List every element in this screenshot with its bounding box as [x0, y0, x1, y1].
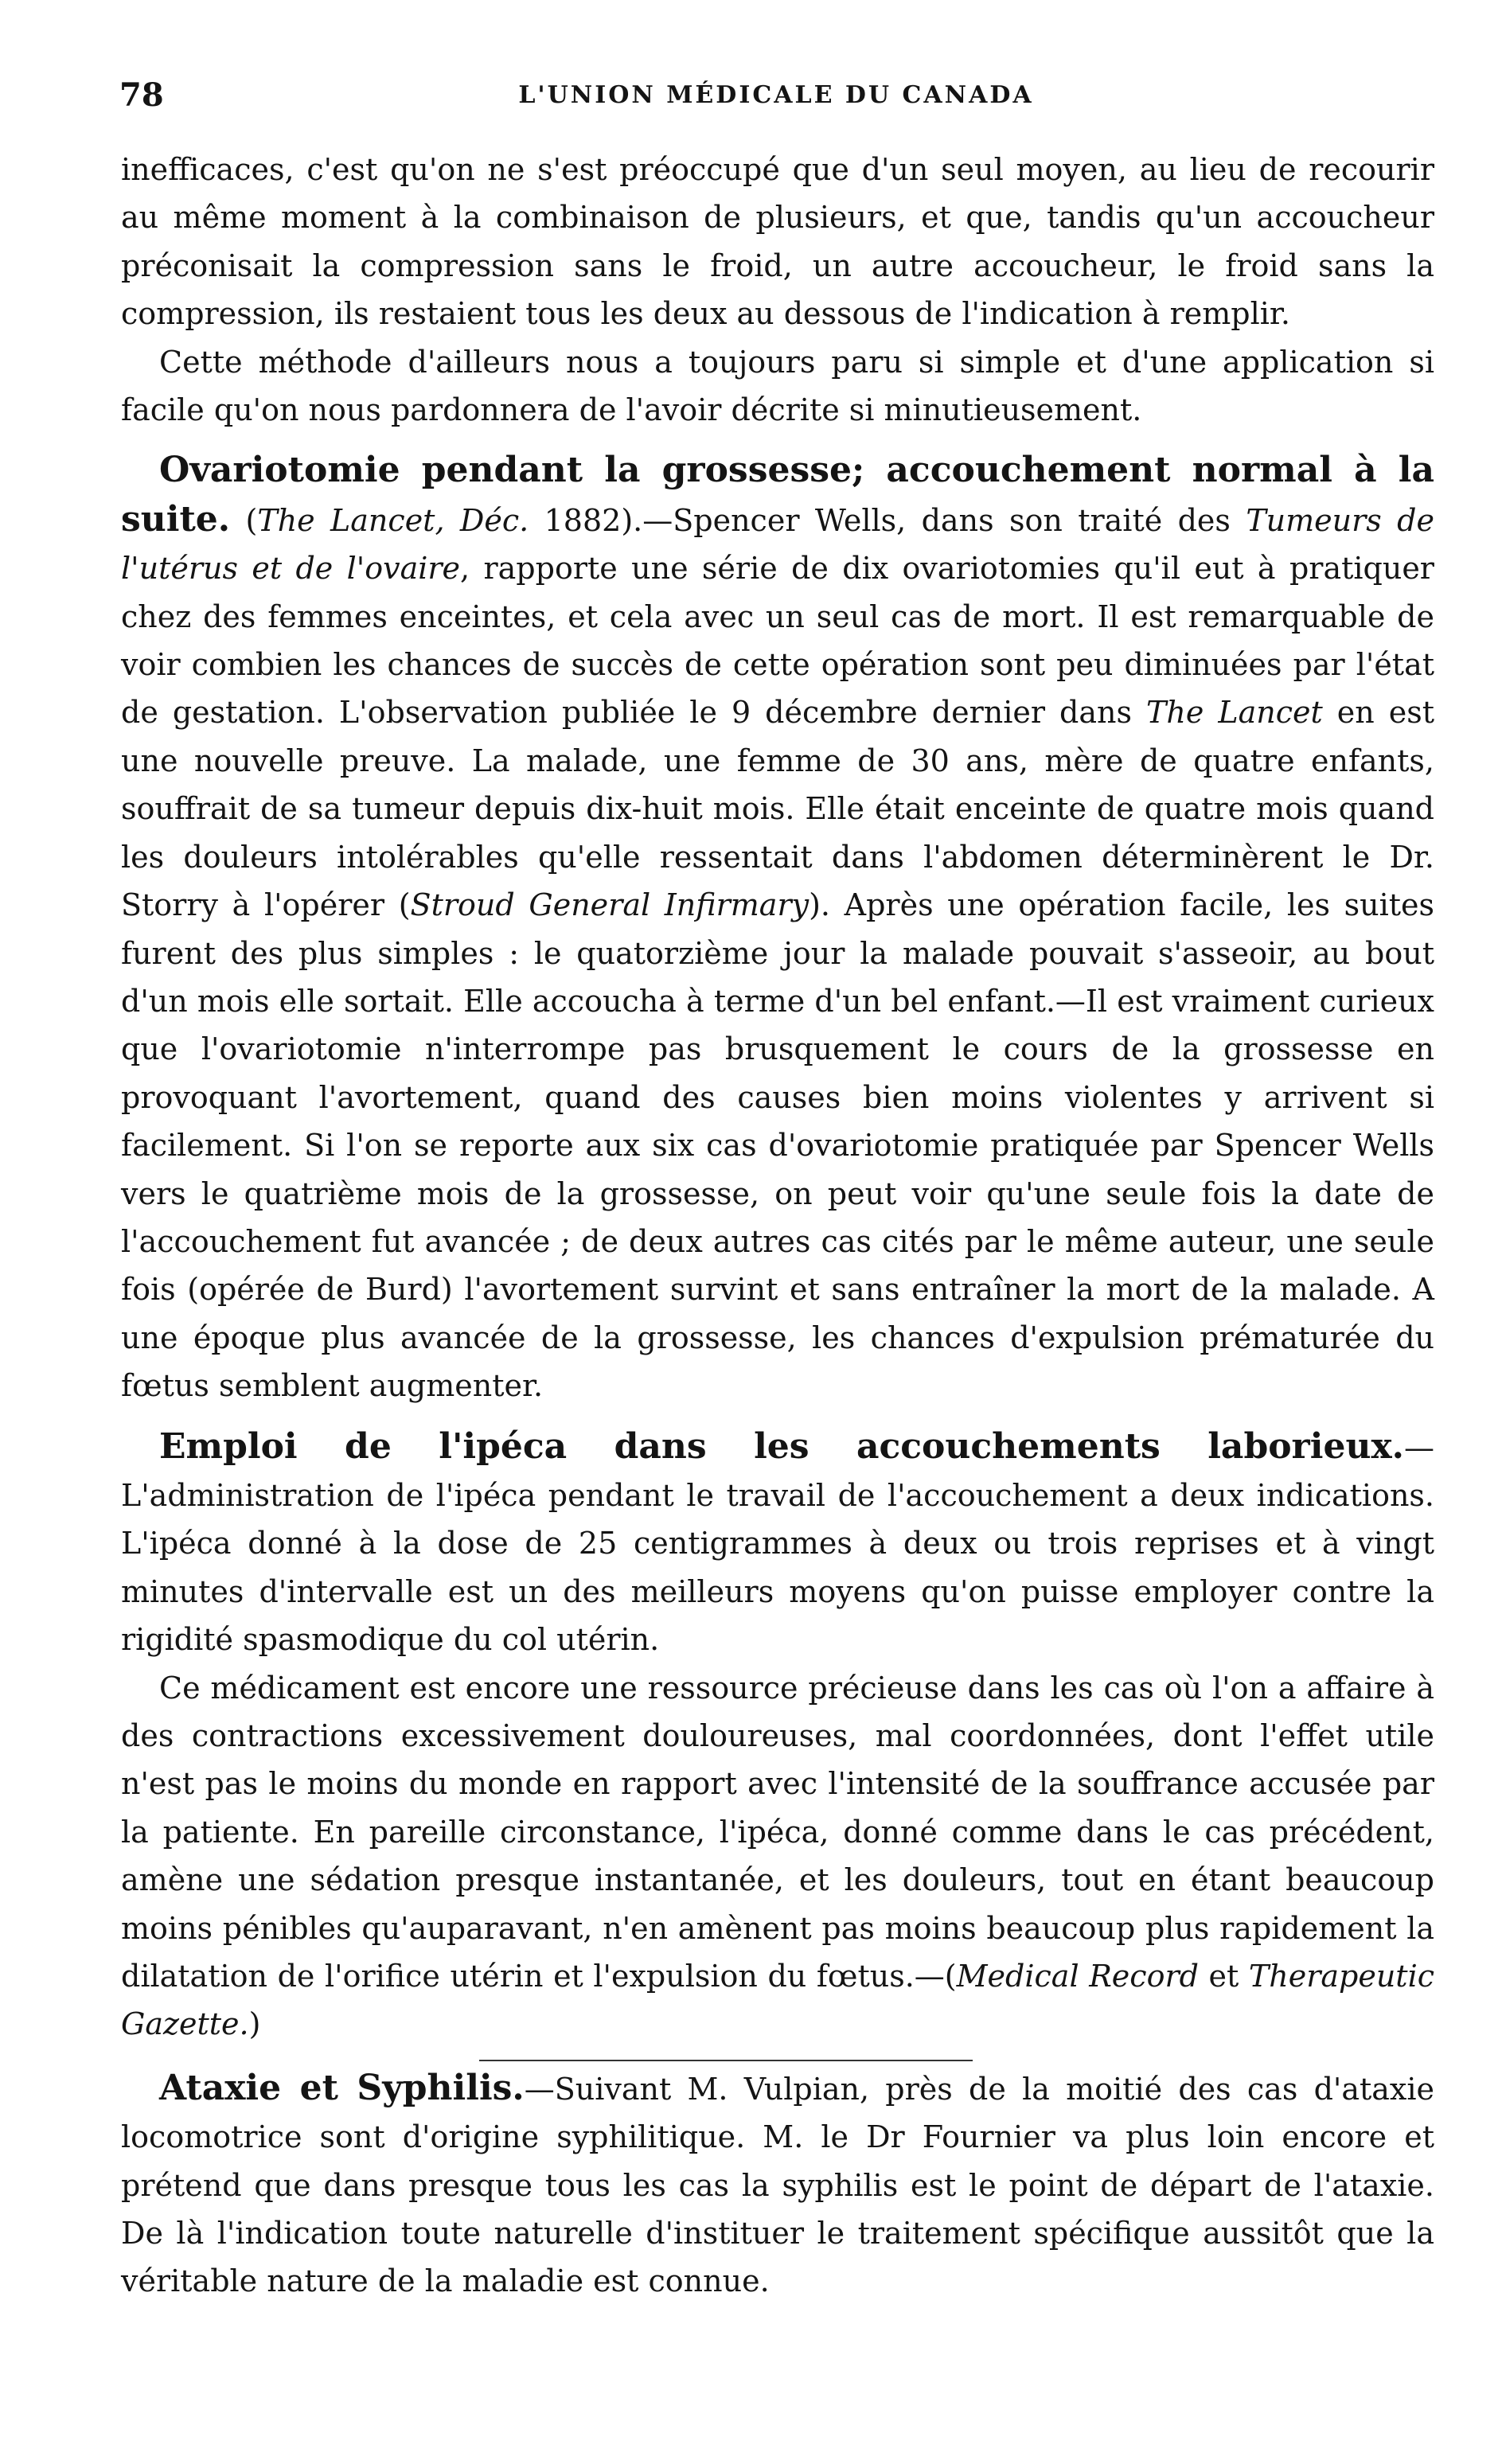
- section-divider: [479, 2060, 973, 2061]
- section-heading: Ovariotomie pendant la grossesse; accouchement normal à la suite.: [121, 450, 1434, 540]
- source-open: (: [230, 502, 258, 538]
- section-text: Ce médicament est encore une ressource précieuse dans les cas où l'on a affaire à des contractions excessivement douloureuses, mal coordonnées, dont l'effet utile n'est pas le moins du monde en rapport avec l'intensité de la souffrance accusée par la patiente. En pareille circonstance, l'ipéca, donné comme dans le cas précédent, amène une sédation presque instantanée, et les douleurs, tout en étant beaucoup moins pénibles qu'auparavant, n'en amènent pas moins beaucoup plus rapidement la dilatation de l'orifice utérin et l'expulsion du fœtus.—(: [121, 1670, 1434, 1994]
- hospital-name: Stroud General Infirmary: [410, 887, 810, 923]
- section-text: en est une nouvelle preuve. La malade, une femme de 30 ans, mère de quatre enfants, souffrait de sa tumeur depuis dix-huit mois. Elle était enceinte de quatre mois quand les douleurs intolérables qu'elle ressentait dans l'abdomen déterminèrent le Dr. Storry à l'opérer (: [121, 695, 1434, 923]
- source-journal: Medical Record: [956, 1959, 1199, 1994]
- section-ovariotomie: [121, 446, 1434, 1409]
- article-body: [121, 146, 1434, 2306]
- section-text: —Suivant M. Vulpian, près de la moitié des cas d'ataxie locomotrice sont d'origine syphilitique. M. le Dr Fournier va plus loin encore et prétend que dans presque tous les cas la syphilis est le point de départ de l'ataxie. De là l'indication toute naturelle d'instituer le traitement spécifique aussitôt que la véritable nature de la maladie est connue.: [121, 2071, 1434, 2299]
- section-text: ). Après une opération facile, les suites furent des plus simples : le quatorzième jour la malade pouvait s'asseoir, au bout d'un mois elle sortait. Elle accoucha à terme d'un bel enfant.—Il est vraiment curieux que l'ovariotomie n'interrompe pas brusquement le cours de la grossesse en provoquant l'avortement, quand des causes bien moins violentes y arrivent si facilement. Si l'on se reporte aux six cas d'ovariotomie pratiquée par Spencer Wells vers le quatrième mois de la grossesse, on peut voir qu'une seule fois la date de l'accouchement fut avancée ; de deux autres cas cités par le même auteur, une seule fois (opérée de Burd) l'avortement survint et sans entraîner la mort de la malade. A une époque plus avancée de la grossesse, les chances d'expulsion prématurée du fœtus semblent augmenter.: [121, 887, 1434, 1404]
- book-title: Tumeurs de l'utérus et de l'ovaire: [121, 502, 1434, 587]
- section-ipeca: [121, 1423, 1434, 1664]
- source-close: ): [248, 2006, 261, 2042]
- paragraph: [121, 1664, 1434, 2049]
- section-heading: Ataxie et Syphilis.: [159, 2067, 525, 2108]
- page-number: 78: [119, 76, 164, 114]
- source-journal: Therapeutic Gazette.: [121, 1959, 1435, 2042]
- section-text: —L'administration de l'ipéca pendant le travail de l'accouchement a deux indications. L'ipéca donné à la dose de 25 centigrammes à deux ou trois reprises et à vingt minutes d'intervalle est un des meilleurs moyens qu'on puisse employer contre la rigidité spasmodique du col utérin.: [121, 1429, 1434, 1658]
- running-head: L'UNION MÉDICALE DU CANADA: [518, 81, 1034, 109]
- section-text: 1882).—Spencer Wells, dans son traité des: [529, 502, 1246, 538]
- page-header: [119, 76, 1433, 124]
- paragraph-continued: inefficaces, c'est qu'on ne s'est préoccupé que d'un seul moyen, au lieu de recourir au même moment à la combinaison de plusieurs, et que, tandis qu'un accoucheur préconisait la compression sans le froid, un autre accoucheur, le froid sans la compression, ils restaient tous les deux au dessous de l'indication à remplir.: [121, 152, 1434, 332]
- source-journal: The Lancet, Déc.: [257, 502, 529, 538]
- section-text: , rapporte une série de dix ovariotomies qu'il eut à pratiquer chez des femmes enceintes, et cela avec un seul cas de mort. Il est remarquable de voir combien les chances de succès de cette opération sont peu diminuées par l'état de gestation. L'observation publiée le 9 décembre dernier dans: [121, 551, 1434, 731]
- paragraph: Cette méthode d'ailleurs nous a toujours paru si simple et d'une application si facile qu'on nous pardonnera de l'avoir décrite si minutieusement.: [121, 344, 1434, 428]
- section-ataxie: [121, 2064, 1434, 2306]
- source-join: et: [1198, 1959, 1249, 1994]
- journal-title: The Lancet: [1146, 695, 1323, 731]
- section-heading: Emploi de l'ipéca dans les accouchements laborieux.: [159, 1425, 1404, 1467]
